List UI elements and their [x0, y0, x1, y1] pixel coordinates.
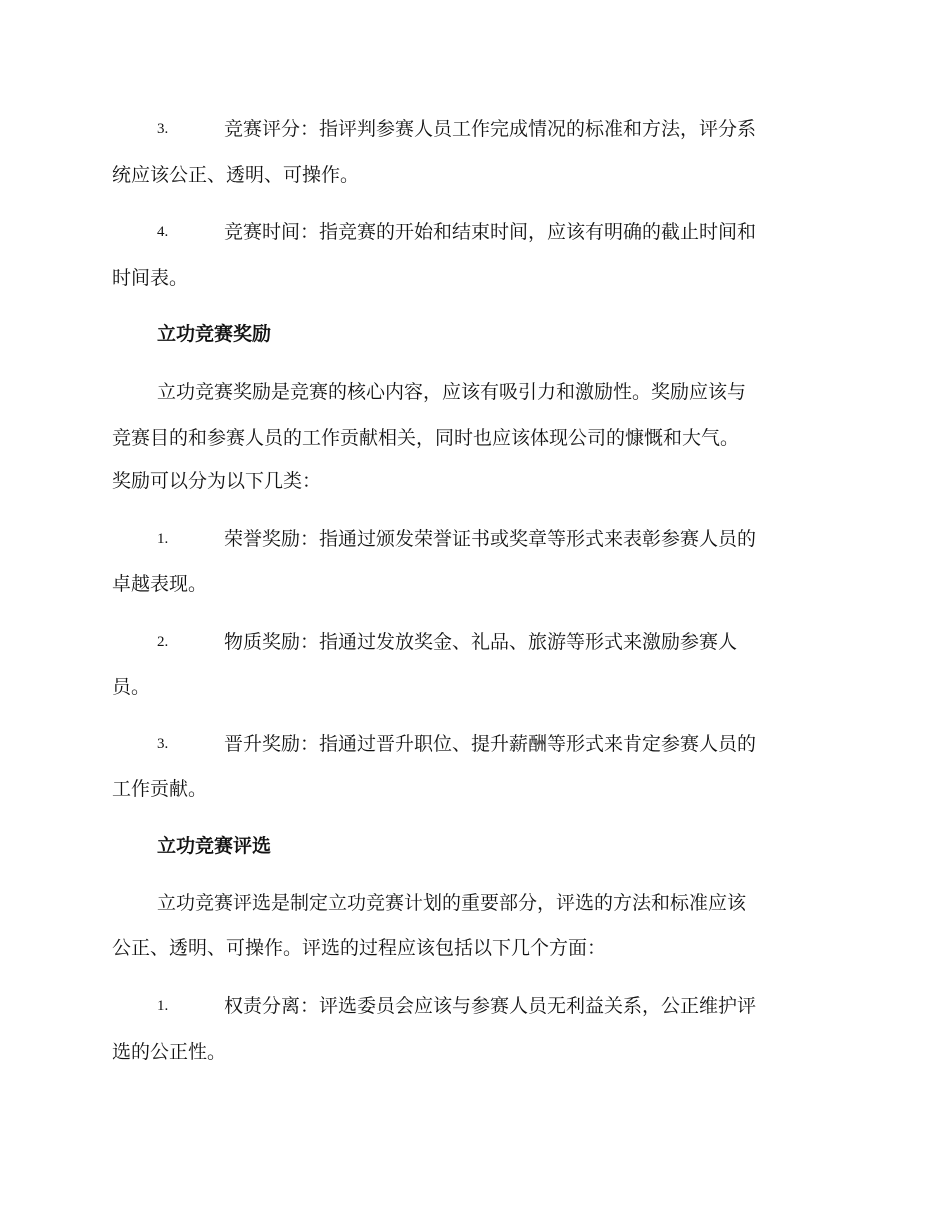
paragraph-line: 奖励可以分为以下几类：: [112, 470, 322, 492]
list-item-text-line: 工作贡献。: [112, 778, 208, 800]
list-item-number: 3.: [157, 121, 169, 137]
list-item-text-line: 荣誉奖励：指通过颁发荣誉证书或奖章等形式来表彰参赛人员的: [224, 528, 757, 550]
list-item-text-line: 物质奖励：指通过发放奖金、礼品、旅游等形式来激励参赛人: [224, 631, 738, 653]
list-item-number: 1.: [157, 531, 169, 547]
list-item-text-line: 选的公正性。: [112, 1041, 227, 1063]
list-item-number: 1.: [157, 998, 169, 1014]
paragraph-line: 公正、透明、可操作。评选的过程应该包括以下几个方面：: [112, 937, 607, 959]
list-item-text-line: 竞赛时间：指竞赛的开始和结束时间，应该有明确的截止时间和: [224, 221, 757, 243]
document-body: [112, 0, 837, 1230]
paragraph-line: 立功竞赛奖励是竞赛的核心内容，应该有吸引力和激励性。奖励应该与: [157, 381, 747, 403]
section-heading: 立功竞赛评选: [157, 835, 272, 857]
list-item-text-line: 员。: [112, 676, 151, 698]
list-item-number: 4.: [157, 224, 169, 240]
list-item-number: 3.: [157, 736, 169, 752]
list-item-text-line: 晋升奖励：指通过晋升职位、提升薪酬等形式来肯定参赛人员的: [224, 733, 757, 755]
paragraph-line: 立功竞赛评选是制定立功竞赛计划的重要部分，评选的方法和标准应该: [157, 892, 747, 914]
paragraph-line: 竞赛目的和参赛人员的工作贡献相关，同时也应该体现公司的慷慨和大气。: [112, 427, 740, 449]
list-item-text-line: 统应该公正、透明、可操作。: [112, 164, 360, 186]
list-item-text-line: 权责分离：评选委员会应该与参赛人员无利益关系，公正维护评: [224, 995, 757, 1017]
list-item-text-line: 竞赛评分：指评判参赛人员工作完成情况的标准和方法，评分系: [224, 118, 757, 140]
section-heading: 立功竞赛奖励: [157, 323, 272, 345]
list-item-text-line: 卓越表现。: [112, 573, 208, 595]
list-item-text-line: 时间表。: [112, 267, 189, 289]
list-item-number: 2.: [157, 634, 169, 650]
